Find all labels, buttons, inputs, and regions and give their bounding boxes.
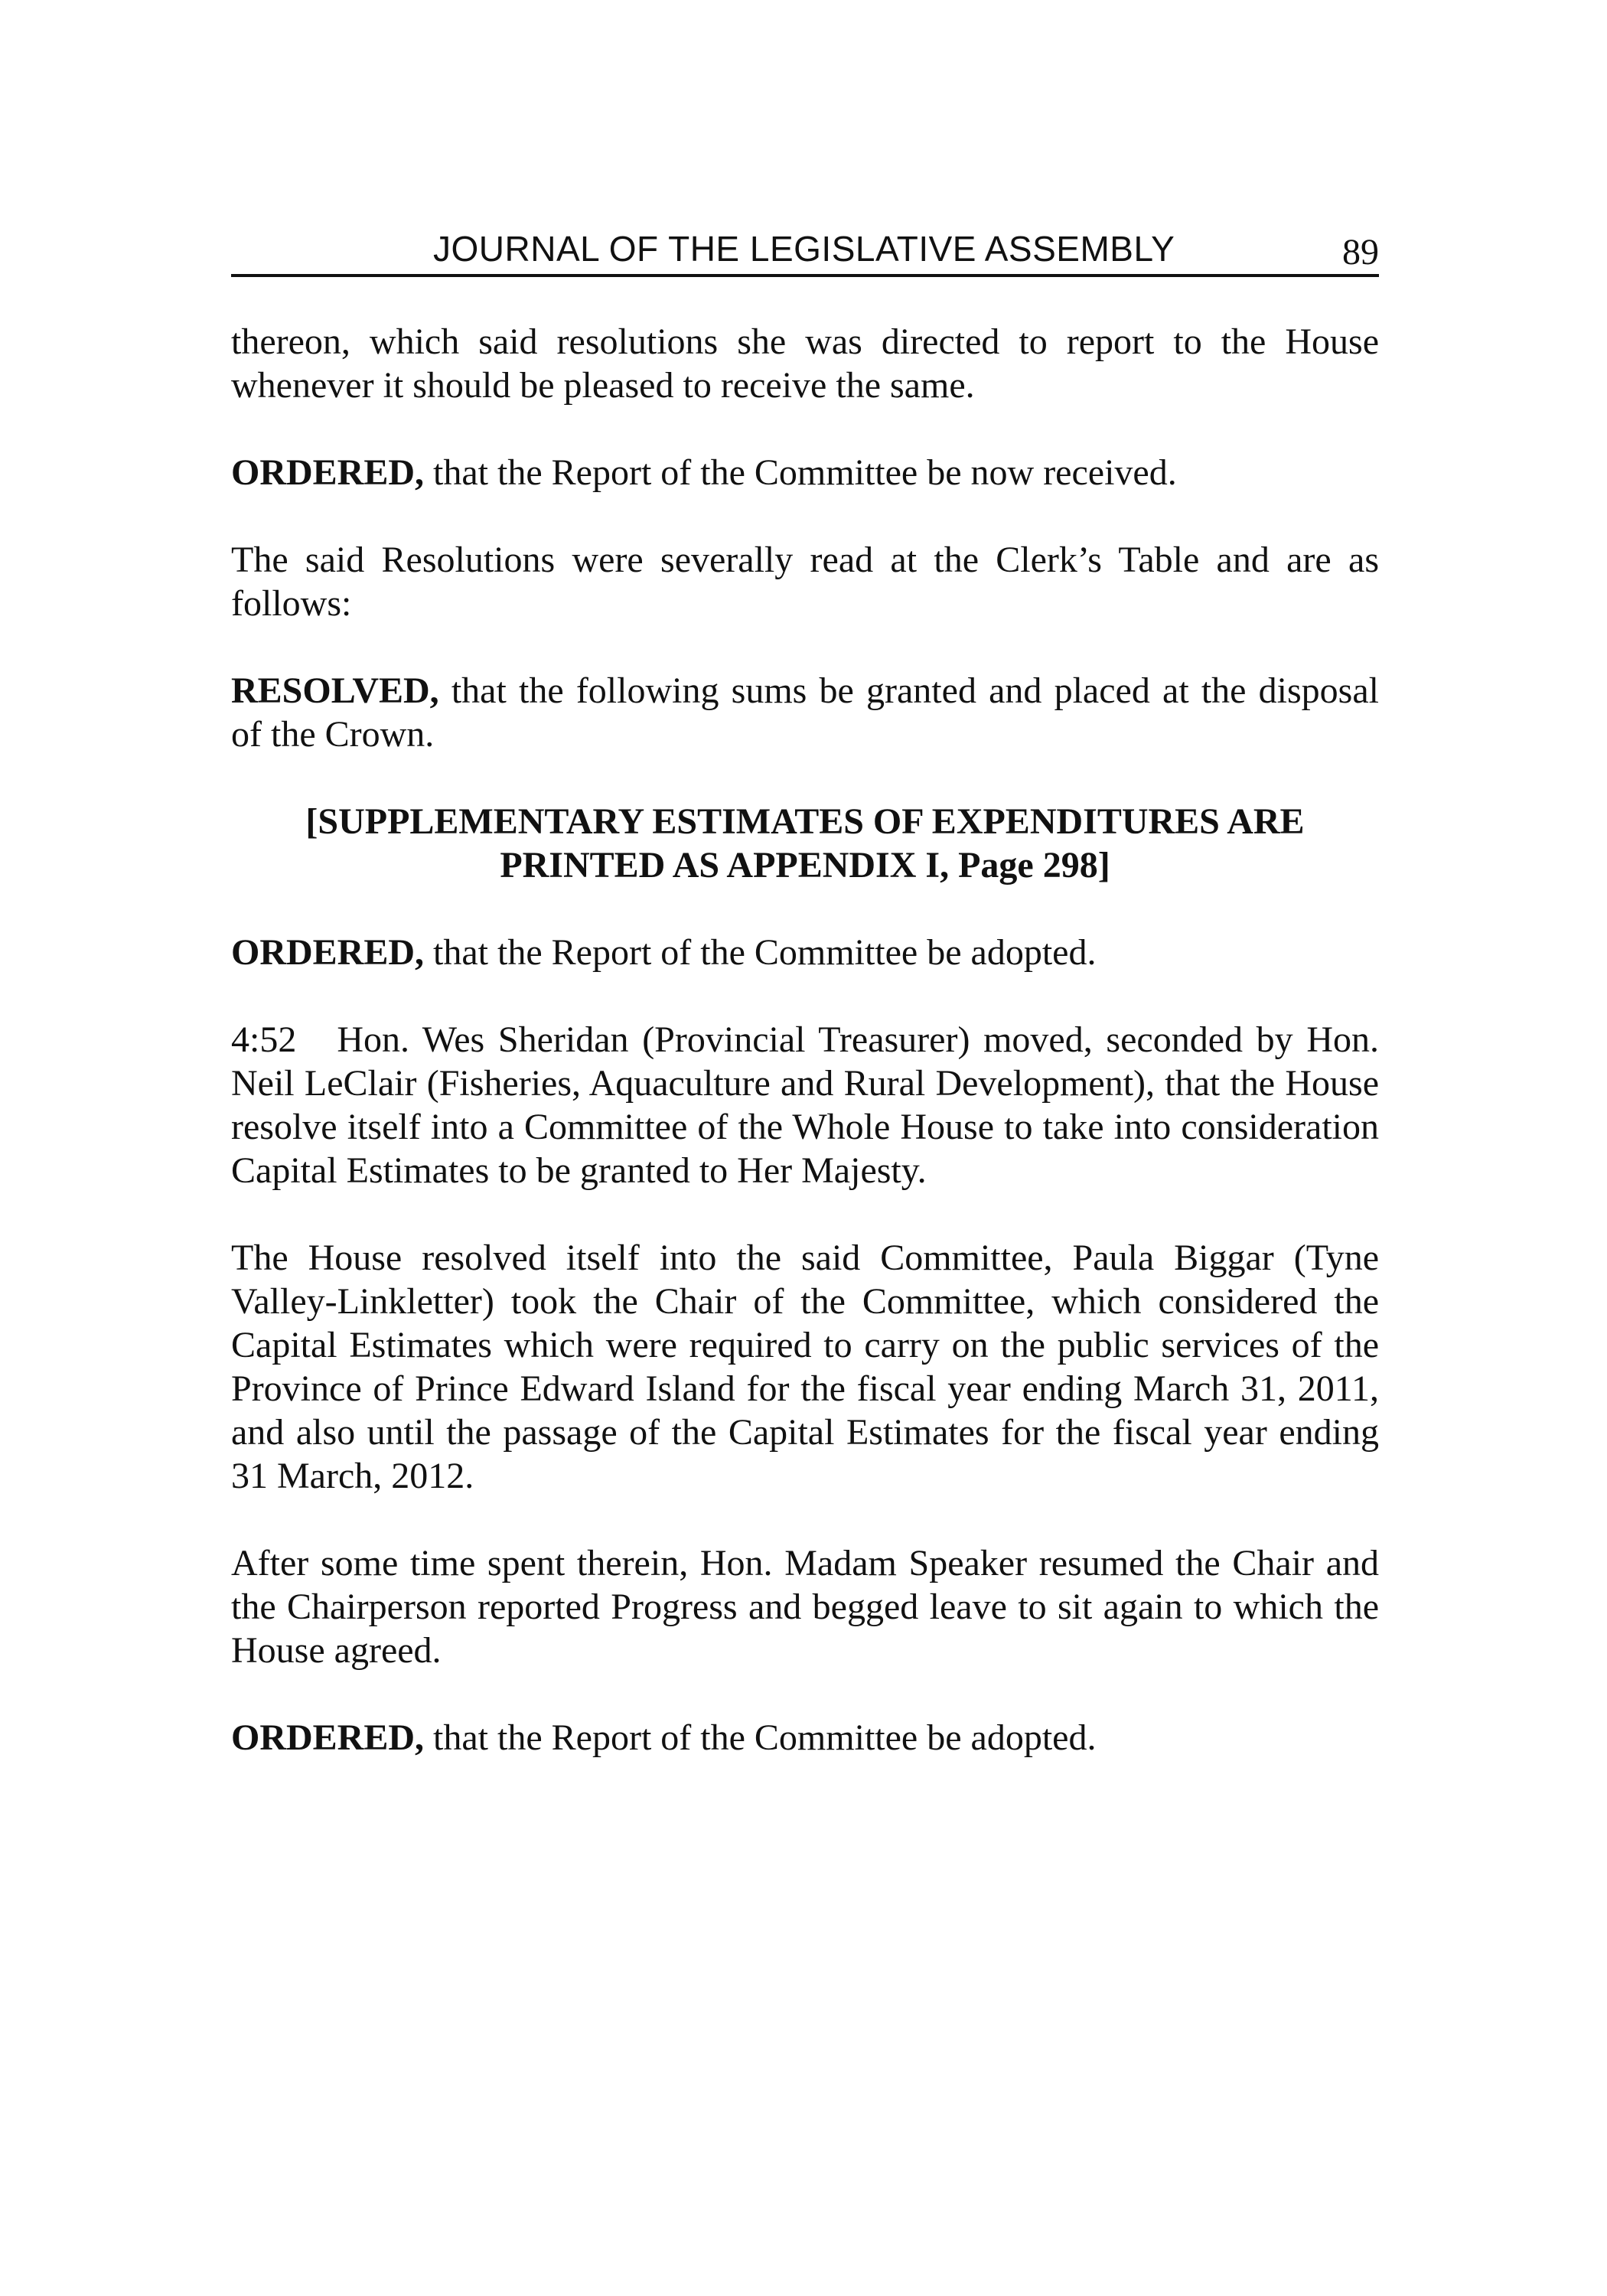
- paragraph-resolutions-read: [231, 538, 1379, 625]
- ordered-lead: ORDERED,: [231, 452, 425, 493]
- paragraph-ordered-adopted: [231, 931, 1379, 974]
- ordered-lead: ORDERED,: [231, 1717, 425, 1758]
- paragraph-text: that the Report of the Committee be adopted.: [424, 1717, 1097, 1758]
- page-header: [231, 227, 1379, 277]
- appendix-heading: [231, 800, 1379, 887]
- paragraph-text: The said Resolutions were severally read at the Clerk’s Table and are as follows:: [231, 540, 1379, 624]
- paragraph-ordered-received: [231, 451, 1379, 494]
- paragraph-text: The House resolved itself into the said Committee, Paula Biggar (Tyne Valley-Linkletter) took the Chair of the Committee, which considered the Capital Estimates which were required to carry on the public services of the Province of Prince Edward Island for the fiscal year ending March 31, 2011, and also until the passage of the Capital Estimates for the fiscal year ending 31 March, 2012.: [231, 1238, 1379, 1496]
- ordered-lead: ORDERED,: [231, 932, 425, 973]
- paragraph-committee: [231, 1236, 1379, 1498]
- journal-body: [231, 320, 1388, 1760]
- paragraph-text: that the following sums be granted and placed at the disposal of the Crown.: [231, 670, 1379, 755]
- journal-title: JOURNAL OF THE LEGISLATIVE ASSEMBLY: [433, 229, 1175, 269]
- paragraph-text: that the Report of the Committee be now received.: [424, 452, 1177, 493]
- paragraph-text: 4:52 Hon. Wes Sheridan (Provincial Treasurer) moved, seconded by Hon. Neil LeClair (Fisheries, Aquaculture and Rural Development), that the House resolve itself into a Committee of the Whole House to take into consideration Capital Estimates to be granted to Her Majesty.: [231, 1019, 1388, 1191]
- paragraph-speaker-resumed: [231, 1541, 1379, 1672]
- heading-line-1: [SUPPLEMENTARY ESTIMATES OF EXPENDITURES ARE: [305, 801, 1305, 842]
- paragraph-text: After some time spent therein, Hon. Madam Speaker resumed the Chair and the Chairperson reported Progress and begged leave to sit again to which the House agreed.: [231, 1543, 1379, 1671]
- paragraph-text: thereon, which said resolutions she was directed to report to the House whenever it should be pleased to receive the same.: [231, 321, 1379, 406]
- heading-line-2: PRINTED AS APPENDIX I, Page 298]: [500, 845, 1110, 885]
- page-number: 89: [1342, 232, 1379, 272]
- paragraph-thereon: [231, 320, 1379, 407]
- paragraph-ordered-adopted-final: [231, 1716, 1379, 1760]
- paragraph-resolved: [231, 669, 1379, 756]
- paragraph-text: that the Report of the Committee be adopted.: [424, 932, 1097, 973]
- paragraph-motion: [231, 1018, 1388, 1192]
- resolved-lead: RESOLVED,: [231, 670, 439, 711]
